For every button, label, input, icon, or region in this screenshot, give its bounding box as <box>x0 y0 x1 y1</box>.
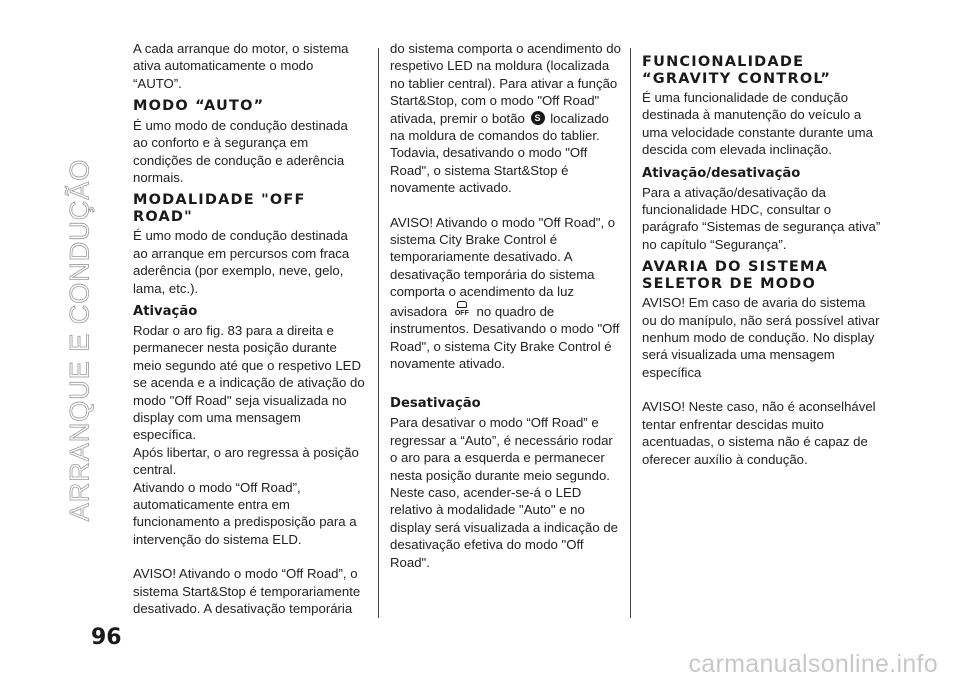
column-3 <box>642 40 882 468</box>
heading-gravity-control: FUNCIONALIDADE “GRAVITY CONTROL” <box>642 54 832 87</box>
off-road-warning-icon: OFF <box>452 301 472 319</box>
paragraph-desativacao: Para desativar o modo “Off Road” e regressar a “Auto”, é necessário rodar o aro para a esquerda e permanecer nesta posição durante meio segundo. Neste caso, acender-se-á o LED relativo à modalidade "Auto" e no display será visualizada a indicação de desativação efetiva do modo "Off Road". <box>390 415 618 570</box>
column-2 <box>390 40 622 571</box>
aviso-text-a: AVISO! Ativando o modo "Off Road", o sistema City Brake Control é temporariamente desativado. A desativação temporária do sistema comporta o acendimento da luz avisadora <box>390 214 616 319</box>
heading-ativacao-desativacao: Ativação/desativação <box>642 165 801 181</box>
paragraph-ativacao-desativacao: Para a ativação/desativação da funcionalidade HDC, consultar o parágrafo “Sistemas de segurança ativa” no capítulo “Segurança”. <box>642 184 881 252</box>
paragraph-ativacao-3: Ativando o modo “Off Road”, automaticamente entra em funcionamento a predisposição para a intervenção do sistema ELD. <box>133 479 357 547</box>
chapter-title: ARRANQUE E CONDUÇÃO <box>64 158 95 522</box>
column-divider <box>630 48 631 618</box>
aviso-text-b: no quadro de instrumentos. Desativando o modo "Off Road", o sistema City Brake Control é novamente ativado. <box>390 303 620 371</box>
paragraph-aviso-city-brake <box>390 214 622 373</box>
column-1 <box>133 40 365 617</box>
heading-ativacao: Ativação <box>133 303 198 319</box>
paragraph-gravity: É uma funcionalidade de condução destinada à manutenção do veículo a uma velocidade constante durante uma descida com elevada inclinação. <box>642 90 873 158</box>
heading-modo-auto: MODO “AUTO” <box>133 98 265 115</box>
heading-desativacao: Desativação <box>390 396 481 412</box>
page-number: 96 <box>91 625 122 650</box>
paragraph-auto: É umo modo de condução destinada ao conforto e à segurança em condições de condução e aderência normais. <box>133 117 348 185</box>
paragraph-off-road: É umo modo de condução destinada ao arranque em percursos com fraca aderência (por exemplo, neve, gelo, lama, etc.). <box>133 228 350 296</box>
paragraph-aviso-descidas: AVISO! Neste caso, não é aconselhável tentar enfrentar descidas muito acentuadas, o sistema não é capaz de oferecer auxílio à condução. <box>642 399 876 467</box>
paragraph-aviso: AVISO! Ativando o modo “Off Road”, o sistema Start&Stop é temporariamente desativado. A desativação temporária <box>133 566 361 617</box>
paragraph-avaria: AVISO! Em caso de avaria do sistema ou do manípulo, não será possível ativar nenhum modo de condução. No display será visualizada uma mensagem específica <box>642 295 880 380</box>
start-stop-text-a: do sistema comporta o acendimento do respetivo LED na moldura (localizada no tablier central). Para ativar a função Start&Stop, com o modo "Off Road" ativada, premir o botão <box>390 41 621 126</box>
paragraph-start-stop <box>390 40 622 197</box>
start-stop-text-b: localizado na moldura de comandos do tablier. Todavia, desativando o modo "Off Road", o sistema Start&Stop é novamente activado. <box>390 110 609 196</box>
heading-off-road: MODALIDADE "OFF ROAD" <box>133 192 306 225</box>
start-stop-icon <box>531 111 545 125</box>
heading-avaria: AVARIA DO SISTEMA SELETOR DE MODO <box>642 259 829 292</box>
paragraph-ativacao-2: Após libertar, o aro regressa à posição central. <box>133 444 359 478</box>
paragraph-ativacao-1: Rodar o aro fig. 83 para a direita e permanecer nesta posição durante meio segundo até que o respetivo LED se acenda e a indicação de ativação do modo "Off Road" seja visualizada no display com uma mensagem específica. <box>133 322 365 443</box>
watermark-text: carmanualsonline.info <box>688 650 938 678</box>
intro-paragraph: A cada arranque do motor, o sistema ativa automaticamente o modo “AUTO”. <box>133 41 349 91</box>
column-divider <box>378 48 379 618</box>
